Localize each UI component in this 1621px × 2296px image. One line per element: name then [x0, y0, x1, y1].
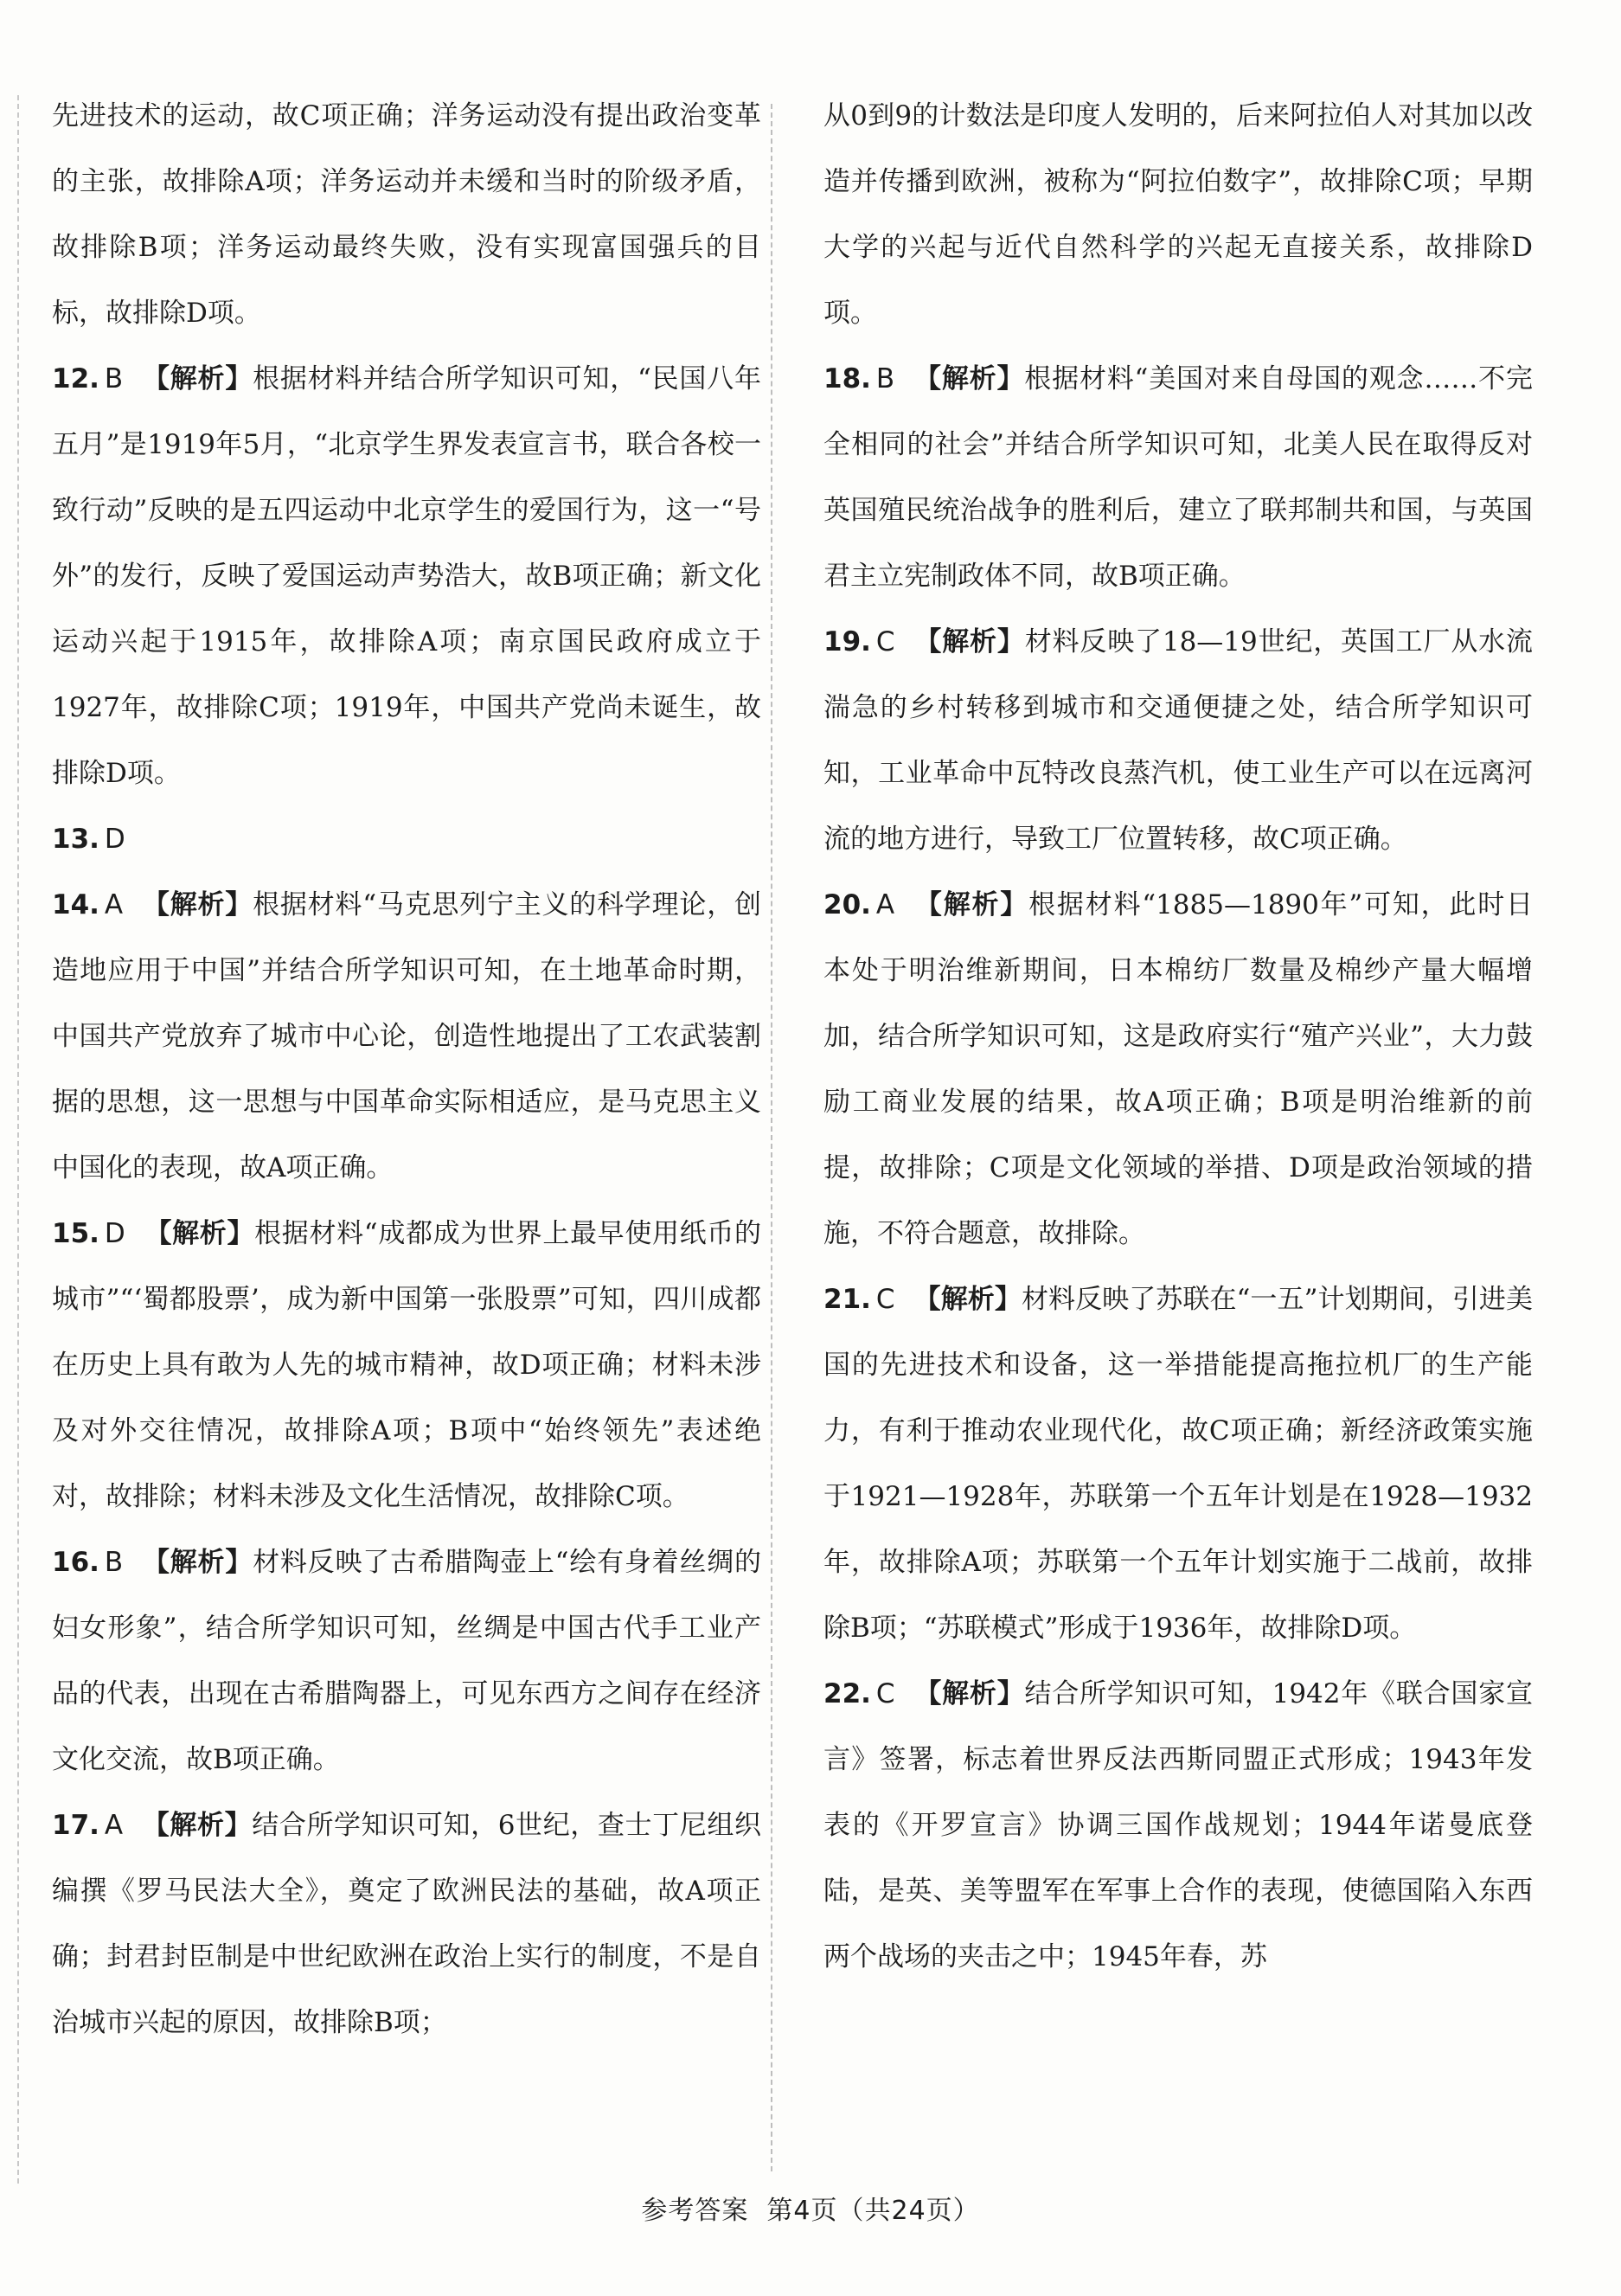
answer-item-22	[823, 1661, 1533, 1990]
analysis-text: 根据材料“1885—1890年”可知，此时日本处于明治维新期间，日本棉纺厂数量及棉纱产量大幅增加，结合所学知识可知，这是政府实行“殖产兴业”，大力鼓励工商业发展的结果，故A项正确；B项是明治维新的前提，故排除；C项是文化领域的举措、D项是政治领域的措施，不符合题意，故排除。	[823, 889, 1533, 1249]
analysis-text: 根据材料“美国对来自母国的观念……不完全相同的社会”并结合所学知识可知，北美人民在取得反对英国殖民统治战争的胜利后，建立了联邦制共和国，与英国君主立宪制政体不同，故B项正确。	[823, 363, 1533, 592]
answer-letter: A	[104, 889, 124, 920]
answer-item-18	[823, 346, 1533, 609]
analysis-text: 根据材料“马克思列宁主义的科学理论，创造地应用于中国”并结合所学知识可知，在土地革命时期，中国共产党放弃了城市中心论，创造性地提出了工农武装割据的思想，这一思想与中国革命实际相适应，是马克思主义中国化的表现，故A项正确。	[52, 889, 761, 1183]
answer-item-21	[823, 1267, 1533, 1661]
analysis-tag: 【解析】	[142, 363, 253, 394]
analysis-tag: 【解析】	[913, 889, 1029, 920]
answer-letter: A	[104, 1810, 124, 1841]
analysis-tag: 【解析】	[913, 363, 1025, 394]
analysis-tag: 【解析】	[913, 1284, 1022, 1315]
question-number: 13.	[52, 824, 99, 855]
answer-item-15	[52, 1201, 761, 1530]
continuation-paragraph: 从0到9的计数法是印度人发明的，后来阿拉伯人对其加以改造并传播到欧洲，被称为“阿拉伯数字”，故排除C项；早期大学的兴起与近代自然科学的兴起无直接关系，故排除D项。	[823, 100, 1533, 329]
analysis-text: 材料反映了苏联在“一五”计划期间，引进美国的先进技术和设备，这一举措能提高拖拉机厂的生产能力，有利于推动农业现代化，故C项正确；新经济政策实施于1921—1928年，苏联第一个五年计划是在1928—1932年，故排除A项；苏联第一个五年计划实施于二战前，故排除B项；“苏联模式”形成于1936年，故排除D项。	[823, 1284, 1533, 1644]
answer-item-14	[52, 872, 761, 1201]
analysis-text: 材料反映了古希腊陶壶上“绘有身着丝绸的妇女形象”，结合所学知识可知，丝绸是中国古代手工业产品的代表，出现在古希腊陶器上，可见东西方之间存在经济文化交流，故B项正确。	[52, 1547, 761, 1775]
question-number: 15.	[52, 1218, 99, 1249]
analysis-text: 结合所学知识可知，6世纪，查士丁尼组织编撰《罗马民法大全》，奠定了欧洲民法的基础，故A项正确；封君封臣制是中世纪欧洲在政治上实行的制度，不是自治城市兴起的原因，故排除B项；	[52, 1810, 761, 2038]
left-column	[52, 83, 761, 2055]
analysis-text: 结合所学知识可知，1942年《联合国家宣言》签署，标志着世界反法西斯同盟正式形成；1943年发表的《开罗宣言》协调三国作战规划；1944年诺曼底登陆，是英、美等盟军在军事上合作的表现，使德国陷入东西两个战场的夹击之中；1945年春，苏	[823, 1678, 1533, 1972]
continuation-paragraph: 先进技术的运动，故C项正确；洋务运动没有提出政治变革的主张，故排除A项；洋务运动并未缓和当时的阶级矛盾，故排除B项；洋务运动最终失败，没有实现富国强兵的目标，故排除D项。	[52, 100, 761, 329]
page-number: 第4页（共24页）	[766, 2196, 980, 2226]
answer-letter: B	[875, 363, 895, 394]
answer-item-16	[52, 1530, 761, 1793]
right-column	[823, 83, 1533, 1990]
answer-item-12	[52, 346, 761, 806]
binding-margin-line	[17, 95, 19, 2184]
question-number: 19.	[823, 626, 871, 657]
question-number: 16.	[52, 1547, 99, 1578]
column-divider	[771, 104, 772, 2171]
analysis-tag: 【解析】	[913, 1678, 1025, 1709]
answer-letter: C	[875, 1284, 895, 1315]
answer-letter: A	[875, 889, 895, 920]
question-number: 18.	[823, 363, 871, 394]
answer-letter: C	[875, 626, 895, 657]
analysis-text: 根据材料“成都成为世界上最早使用纸币的城市”“‘蜀都股票’，成为新中国第一张股票”可知，四川成都在历史上具有敢为人先的城市精神，故D项正确；材料未涉及对外交往情况，故排除A项；B项中“始终领先”表述绝对，故排除；材料未涉及文化生活情况，故排除C项。	[52, 1218, 761, 1512]
page-footer	[0, 2189, 1621, 2227]
answer-item-17	[52, 1793, 761, 2055]
answer-letter: B	[104, 363, 124, 394]
footer-label: 参考答案	[641, 2196, 749, 2226]
answer-letter: D	[104, 824, 125, 855]
answer-letter: C	[875, 1678, 895, 1709]
question-number: 20.	[823, 889, 871, 920]
answer-letter: D	[104, 1218, 125, 1249]
question-number: 14.	[52, 889, 99, 920]
answer-letter: B	[104, 1547, 124, 1578]
question-number: 22.	[823, 1678, 871, 1709]
answer-item-13	[52, 806, 761, 872]
analysis-tag: 【解析】	[142, 1547, 253, 1578]
question-number: 21.	[823, 1284, 871, 1315]
question-number: 17.	[52, 1810, 99, 1841]
question-number: 12.	[52, 363, 99, 394]
analysis-tag: 【解析】	[142, 1810, 253, 1841]
analysis-tag: 【解析】	[913, 626, 1025, 657]
answer-item-20	[823, 872, 1533, 1267]
answer-item-19	[823, 609, 1533, 872]
analysis-text: 根据材料并结合所学知识可知，“民国八年五月”是1919年5月，“北京学生界发表宣言书，联合各校一致行动”反映的是五四运动中北京学生的爱国行为，这一“号外”的发行，反映了爱国运动声势浩大，故B项正确；新文化运动兴起于1915年，故排除A项；南京国民政府成立于1927年，故排除C项；1919年，中国共产党尚未诞生，故排除D项。	[52, 363, 761, 789]
analysis-text: 材料反映了18—19世纪，英国工厂从水流湍急的乡村转移到城市和交通便捷之处，结合所学知识可知，工业革命中瓦特改良蒸汽机，使工业生产可以在远离河流的地方进行，导致工厂位置转移，故C项正确。	[823, 626, 1533, 855]
analysis-tag: 【解析】	[142, 889, 253, 920]
analysis-tag: 【解析】	[144, 1218, 255, 1249]
